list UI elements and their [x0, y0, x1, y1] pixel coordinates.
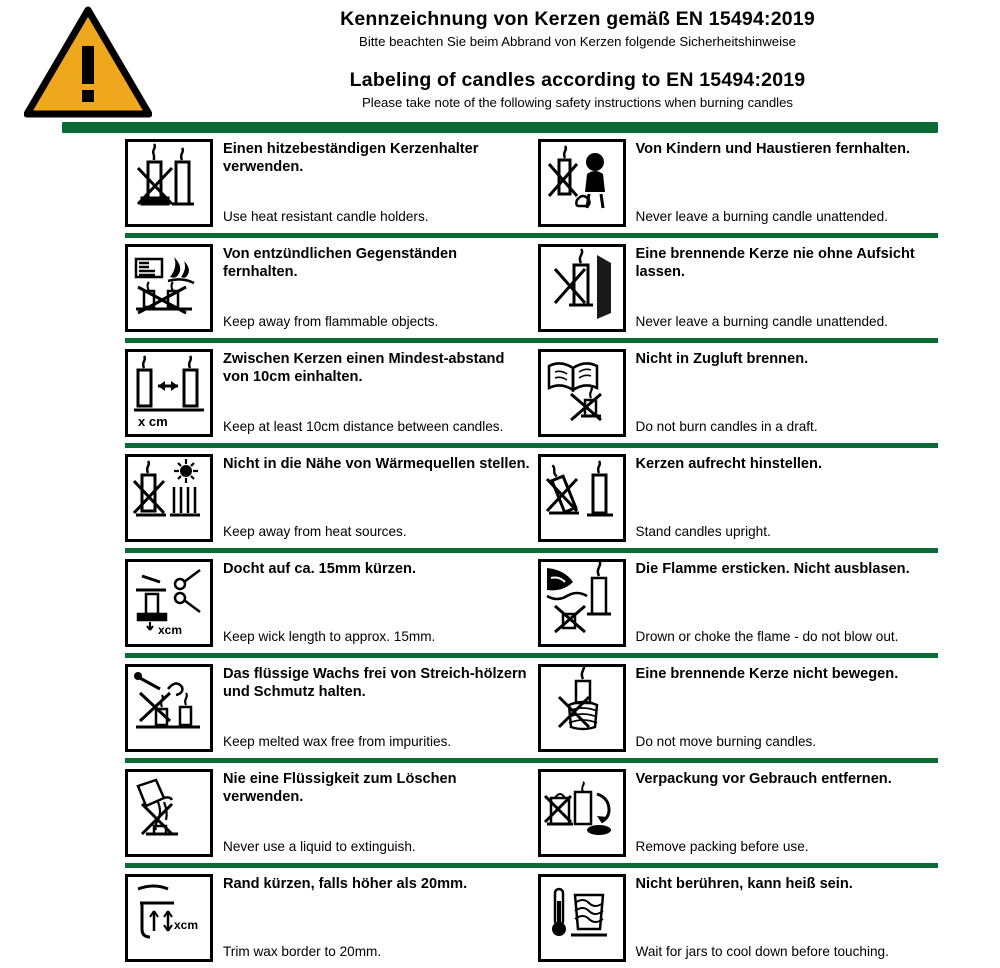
item-flammable	[125, 244, 532, 332]
text-de: Von Kindern und Haustieren fernhalten.	[635, 141, 911, 157]
hot-jar-icon	[538, 874, 626, 962]
texts	[626, 559, 910, 647]
text-en: Remove packing before use.	[635, 838, 809, 854]
item-children-pets	[532, 139, 939, 227]
text-de: Eine brennende Kerze nie ohne Aufsicht lassen.	[635, 246, 915, 280]
row-4	[0, 448, 1000, 548]
item-remove-packaging	[532, 769, 939, 857]
texts	[626, 139, 911, 227]
draft-icon	[538, 349, 626, 437]
header-texts	[175, 4, 1000, 110]
text-de: Nicht berühren, kann heiß sein.	[635, 876, 853, 892]
texts	[626, 874, 889, 962]
text-en: Never leave a burning candle unattended.	[635, 208, 888, 224]
icon-label-xcm: xcm	[158, 623, 183, 637]
texts	[213, 244, 532, 332]
texts	[626, 454, 823, 542]
item-trim-wick	[125, 559, 532, 647]
title-de: Kennzeichnung von Kerzen gemäß EN 15494:2019	[340, 8, 815, 30]
text-en: Keep melted wax free from impurities.	[223, 733, 452, 749]
texts	[213, 769, 532, 857]
item-candle-holder	[125, 139, 532, 227]
text-en: Trim wax border to 20mm.	[223, 943, 382, 959]
text-de: Einen hitzebeständigen Kerzenhalter verwenden.	[223, 141, 479, 175]
text-en: Do not move burning candles.	[635, 733, 817, 749]
extinguish-flame-icon	[538, 559, 626, 647]
text-de: Docht auf ca. 15mm kürzen.	[223, 561, 417, 577]
text-de: Verpackung vor Gebrauch entfernen.	[635, 771, 892, 787]
item-trim-wax-border	[125, 874, 532, 962]
wax-impurities-icon	[125, 664, 213, 752]
item-draft	[532, 349, 939, 437]
trim-wax-border-icon	[125, 874, 213, 962]
text-de: Rand kürzen, falls höher als 20mm.	[223, 876, 468, 892]
text-en: Never use a liquid to extinguish.	[223, 838, 416, 854]
row-1	[0, 133, 1000, 233]
candle-holder-icon	[125, 139, 213, 227]
text-en: Stand candles upright.	[635, 523, 771, 539]
remove-packaging-icon	[538, 769, 626, 857]
item-no-liquid	[125, 769, 532, 857]
row-6	[0, 658, 1000, 758]
texts	[626, 664, 899, 752]
text-de: Eine brennende Kerze nicht bewegen.	[635, 666, 899, 682]
text-de: Nicht in die Nähe von Wärmequellen stellen.	[223, 456, 530, 472]
texts	[213, 349, 532, 437]
row-7	[0, 763, 1000, 863]
text-en: Drown or choke the flame - do not blow out.	[635, 628, 899, 644]
texts	[626, 349, 818, 437]
item-hot-jar	[532, 874, 939, 962]
children-and-pets-icon	[538, 139, 626, 227]
subtitle-de: Bitte beachten Sie beim Abbrand von Kerzen folgende Sicherheitshinweise	[359, 34, 796, 49]
row-2	[0, 238, 1000, 338]
heat-source-icon	[125, 454, 213, 542]
item-wax-impurities	[125, 664, 532, 752]
title-en: Labeling of candles according to EN 15494:2019	[349, 69, 806, 91]
candle-upright-icon	[538, 454, 626, 542]
text-en: Keep away from heat sources.	[223, 523, 407, 539]
divider-top	[62, 122, 938, 133]
text-de: Von entzündlichen Gegenständen fernhalten.	[223, 246, 458, 280]
texts	[213, 454, 530, 542]
texts	[213, 664, 532, 752]
text-en: Do not burn candles in a draft.	[635, 418, 818, 434]
texts	[213, 559, 435, 647]
text-de: Nie eine Flüssigkeit zum Löschen verwenden.	[223, 771, 457, 805]
text-en: Keep away from flammable objects.	[223, 313, 439, 329]
item-heat-source	[125, 454, 532, 542]
row-3	[0, 343, 1000, 443]
candle-distance-icon	[125, 349, 213, 437]
item-extinguish	[532, 559, 939, 647]
trim-wick-icon	[125, 559, 213, 647]
flammable-objects-icon	[125, 244, 213, 332]
header	[0, 0, 1000, 116]
text-de: Kerzen aufrecht hinstellen.	[635, 456, 823, 472]
subtitle-en: Please take note of the following safety instructions when burning candles	[361, 95, 794, 110]
row-8	[0, 868, 1000, 968]
texts	[626, 769, 892, 857]
item-do-not-move	[532, 664, 939, 752]
unattended-candle-icon	[538, 244, 626, 332]
item-distance	[125, 349, 532, 437]
text-en: Keep at least 10cm distance between candles.	[223, 418, 504, 434]
text-de: Das flüssige Wachs frei von Streich-hölzern und Schmutz halten.	[223, 666, 527, 700]
no-liquid-icon	[125, 769, 213, 857]
item-unattended	[532, 244, 939, 332]
text-de: Die Flamme ersticken. Nicht ausblasen.	[635, 561, 910, 577]
text-en: Never leave a burning candle unattended.	[635, 313, 888, 329]
item-upright	[532, 454, 939, 542]
row-5	[0, 553, 1000, 653]
text-en: Keep wick length to approx. 15mm.	[223, 628, 436, 644]
text-en: Use heat resistant candle holders.	[223, 208, 429, 224]
texts	[626, 244, 939, 332]
icon-label-xcm: xcm	[174, 918, 199, 932]
do-not-move-candle-icon	[538, 664, 626, 752]
warning-triangle-exclamation-icon	[0, 4, 175, 118]
text-de: Zwischen Kerzen einen Mindest-abstand von 10cm einhalten.	[223, 351, 505, 385]
text-en: Wait for jars to cool down before touching.	[635, 943, 889, 959]
icon-label-xcm: x cm	[138, 414, 168, 429]
text-de: Nicht in Zugluft brennen.	[635, 351, 809, 367]
texts	[213, 139, 532, 227]
texts	[213, 874, 467, 962]
